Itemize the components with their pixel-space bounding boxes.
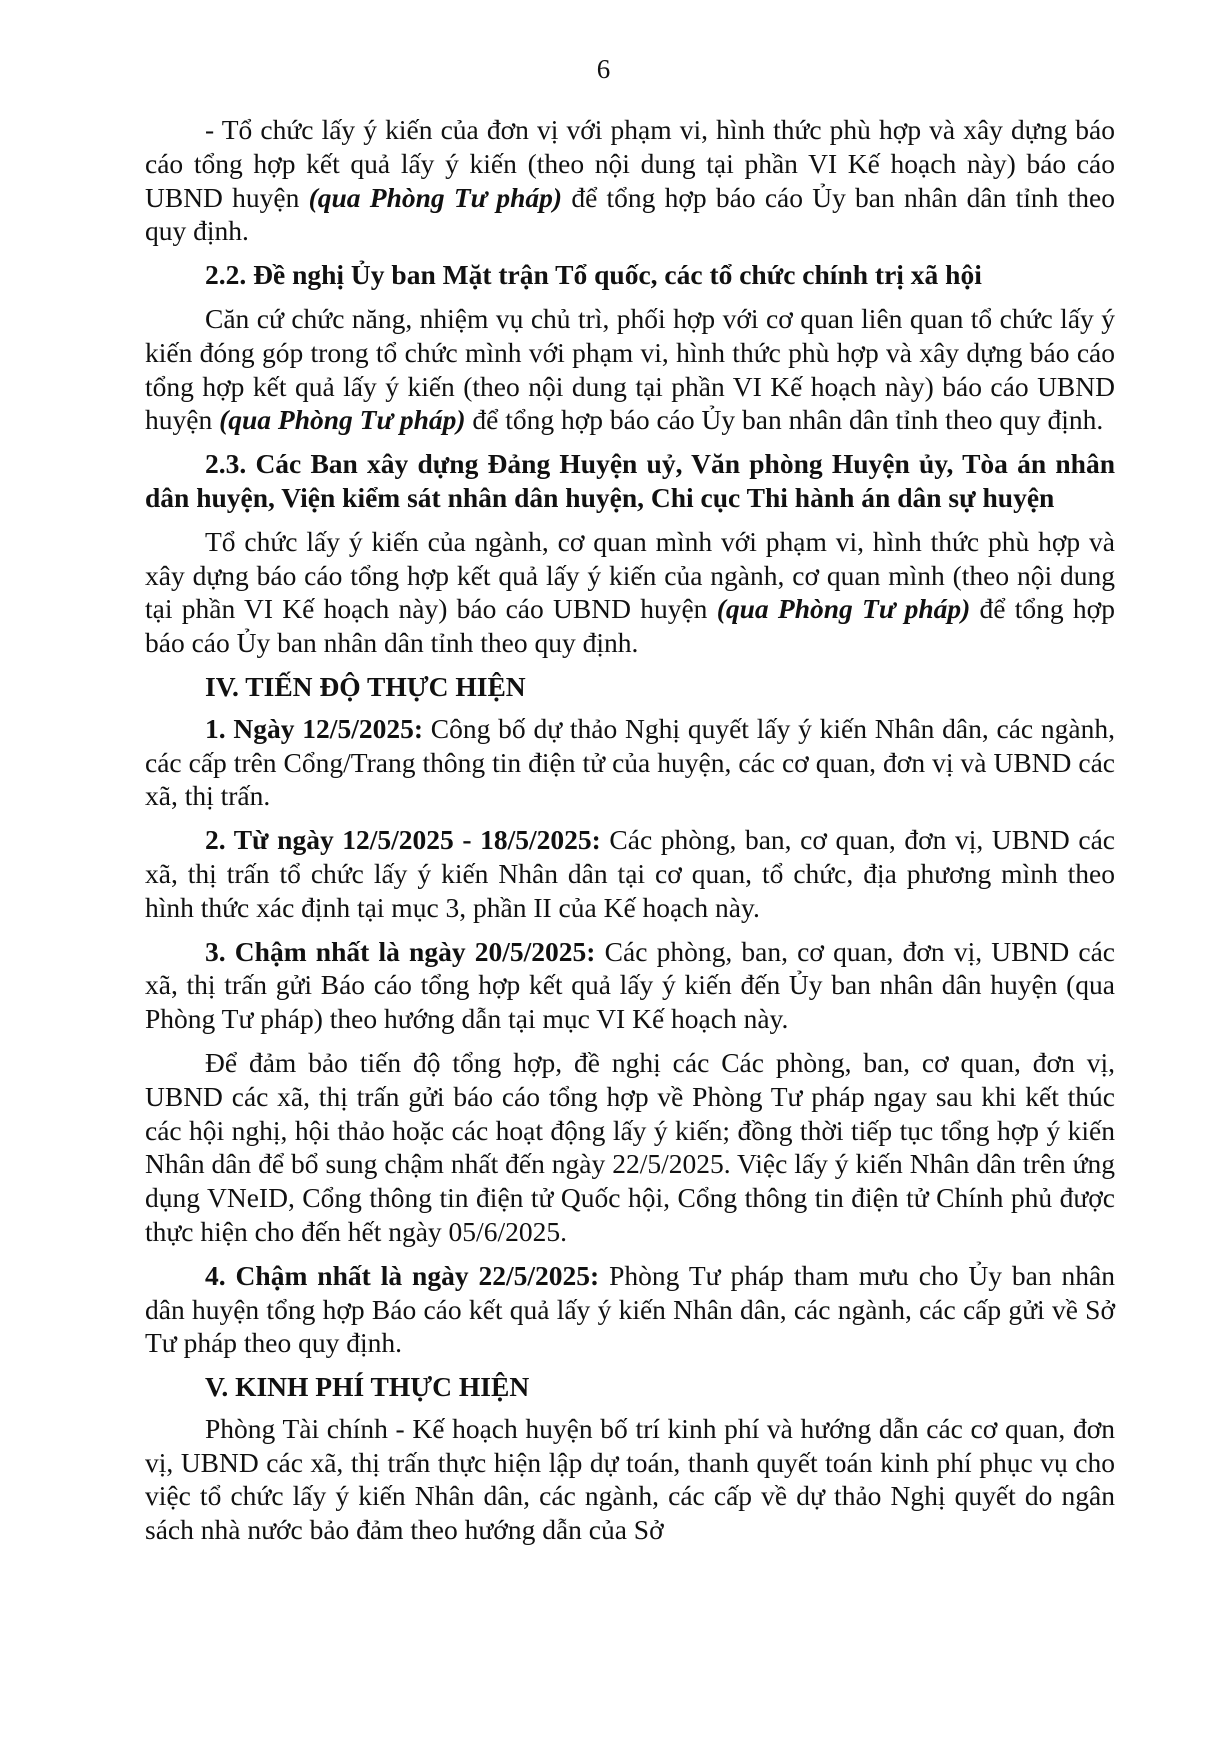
heading-section-iv: IV. TIẾN ĐỘ THỰC HIỆN <box>205 670 526 702</box>
paragraph-tail: để tổng hợp báo cáo Ủy ban nhân dân tỉnh theo quy định. <box>145 593 1115 659</box>
schedule-item-lead: 2. Từ ngày 12/5/2025 - 18/5/2025: <box>205 824 601 856</box>
schedule-item-2 <box>145 823 1115 924</box>
schedule-item-text: Công bố dự thảo Nghị quyết lấy ý kiến Nhân dân, các ngành, các cấp trên Cổng/Trang thông tin điện tử của huyện, các cơ quan, đơn vị và UBND các xã, thị trấn. <box>145 712 1115 812</box>
paragraph-front-organizations <box>145 302 1115 437</box>
paragraph-emphasis: (qua Phòng Tư pháp) <box>308 181 563 213</box>
schedule-item-text: Các phòng, ban, cơ quan, đơn vị, UBND các xã, thị trấn gửi Báo cáo tổng hợp kết quả lấy ý kiến đến Ủy ban nhân dân huyện (qua Phòng Tư pháp) theo hướng dẫn tại mục VI Kế hoạch này. <box>145 935 1115 1035</box>
heading-2-3: 2.3. Các Ban xây dựng Đảng Huyện uỷ, Văn phòng Huyện ủy, Tòa án nhân dân huyện, Viện kiểm sát nhân dân huyện, Chi cục Thi hành án dân sự huyện <box>145 448 1115 513</box>
paragraph-tail: để tổng hợp báo cáo Ủy ban nhân dân tỉnh theo quy định. <box>465 404 1104 436</box>
paragraph-org-opinion <box>145 113 1115 248</box>
paragraph-party-agencies <box>145 525 1115 660</box>
paragraph-text: Tổ chức lấy ý kiến của ngành, cơ quan mình với phạm vi, hình thức phù hợp và xây dựng báo cáo tổng hợp kết quả lấy ý kiến của ngành, cơ quan mình (theo nội dung tại phần VI Kế hoạch này) báo cáo UBND huyện <box>145 525 1115 625</box>
schedule-item-1 <box>145 712 1115 813</box>
paragraph-emphasis: (qua Phòng Tư pháp) <box>716 593 971 625</box>
schedule-item-lead: 4. Chậm nhất là ngày 22/5/2025: <box>205 1259 600 1291</box>
schedule-item-lead: 1. Ngày 12/5/2025: <box>205 712 424 744</box>
document-body <box>145 113 1115 1557</box>
schedule-item-text: Các phòng, ban, cơ quan, đơn vị, UBND các xã, thị trấn tổ chức lấy ý kiến Nhân dân tại cơ quan, tổ chức, địa phương mình theo hình thức xác định tại mục 3, phần II của Kế hoạch này. <box>145 824 1115 923</box>
schedule-item-lead: 3. Chậm nhất là ngày 20/5/2025: <box>205 935 596 967</box>
schedule-item-3 <box>145 935 1115 1036</box>
paragraph-text: Căn cứ chức năng, nhiệm vụ chủ trì, phối hợp với cơ quan liên quan tổ chức lấy ý kiến đóng góp trong tổ chức mình với phạm vi, hình thức phù hợp và xây dựng báo cáo tổng hợp kết quả lấy ý kiến (theo nội dung tại phần VI Kế hoạch này) báo cáo UBND huyện <box>145 302 1115 436</box>
heading-section-v: V. KINH PHÍ THỰC HIỆN <box>205 1371 530 1403</box>
schedule-item-text: Phòng Tư pháp tham mưu cho Ủy ban nhân dân huyện tổng hợp Báo cáo kết quả lấy ý kiến Nhân dân, các ngành, các cấp gửi về Sở Tư pháp theo quy định. <box>145 1259 1115 1359</box>
schedule-item-4 <box>145 1259 1115 1360</box>
paragraph-tail: để tổng hợp báo cáo Ủy ban nhân dân tỉnh theo quy định. <box>145 181 1115 247</box>
heading-2-2: 2.2. Đề nghị Ủy ban Mặt trận Tổ quốc, các tổ chức chính trị xã hội <box>205 259 982 291</box>
paragraph-progress-note: Để đảm bảo tiến độ tổng hợp, đề nghị các Các phòng, ban, cơ quan, đơn vị, UBND các xã, thị trấn gửi báo cáo tổng hợp về Phòng Tư pháp ngay sau khi kết thúc các hội nghị, hội thảo hoặc các hoạt động lấy ý kiến; đồng thời tiếp tục tổng hợp ý kiến Nhân dân để bổ sung chậm nhất đến ngày 22/5/2025. Việc lấy ý kiến Nhân dân trên ứng dụng VNeID, Cổng thông tin điện tử Quốc hội, Cổng thông tin điện tử Chính phủ được thực hiện cho đến hết ngày 05/6/2025. <box>145 1046 1115 1247</box>
paragraph-text: - Tổ chức lấy ý kiến của đơn vị với phạm vi, hình thức phù hợp và xây dựng báo cáo tổng hợp kết quả lấy ý kiến (theo nội dung tại phần VI Kế hoạch này) báo cáo UBND huyện <box>145 114 1115 213</box>
paragraph-funding: Phòng Tài chính - Kế hoạch huyện bố trí kinh phí và hướng dẫn các cơ quan, đơn vị, UBND các xã, thị trấn thực hiện lập dự toán, thanh quyết toán kinh phí phục vụ cho việc tổ chức lấy ý kiến Nhân dân, các ngành, các cấp về dự thảo Nghị quyết do ngân sách nhà nước bảo đảm theo hướng dẫn của Sở <box>145 1412 1115 1546</box>
page-number: 6 <box>596 54 611 84</box>
paragraph-emphasis: (qua Phòng Tư pháp) <box>219 404 466 436</box>
